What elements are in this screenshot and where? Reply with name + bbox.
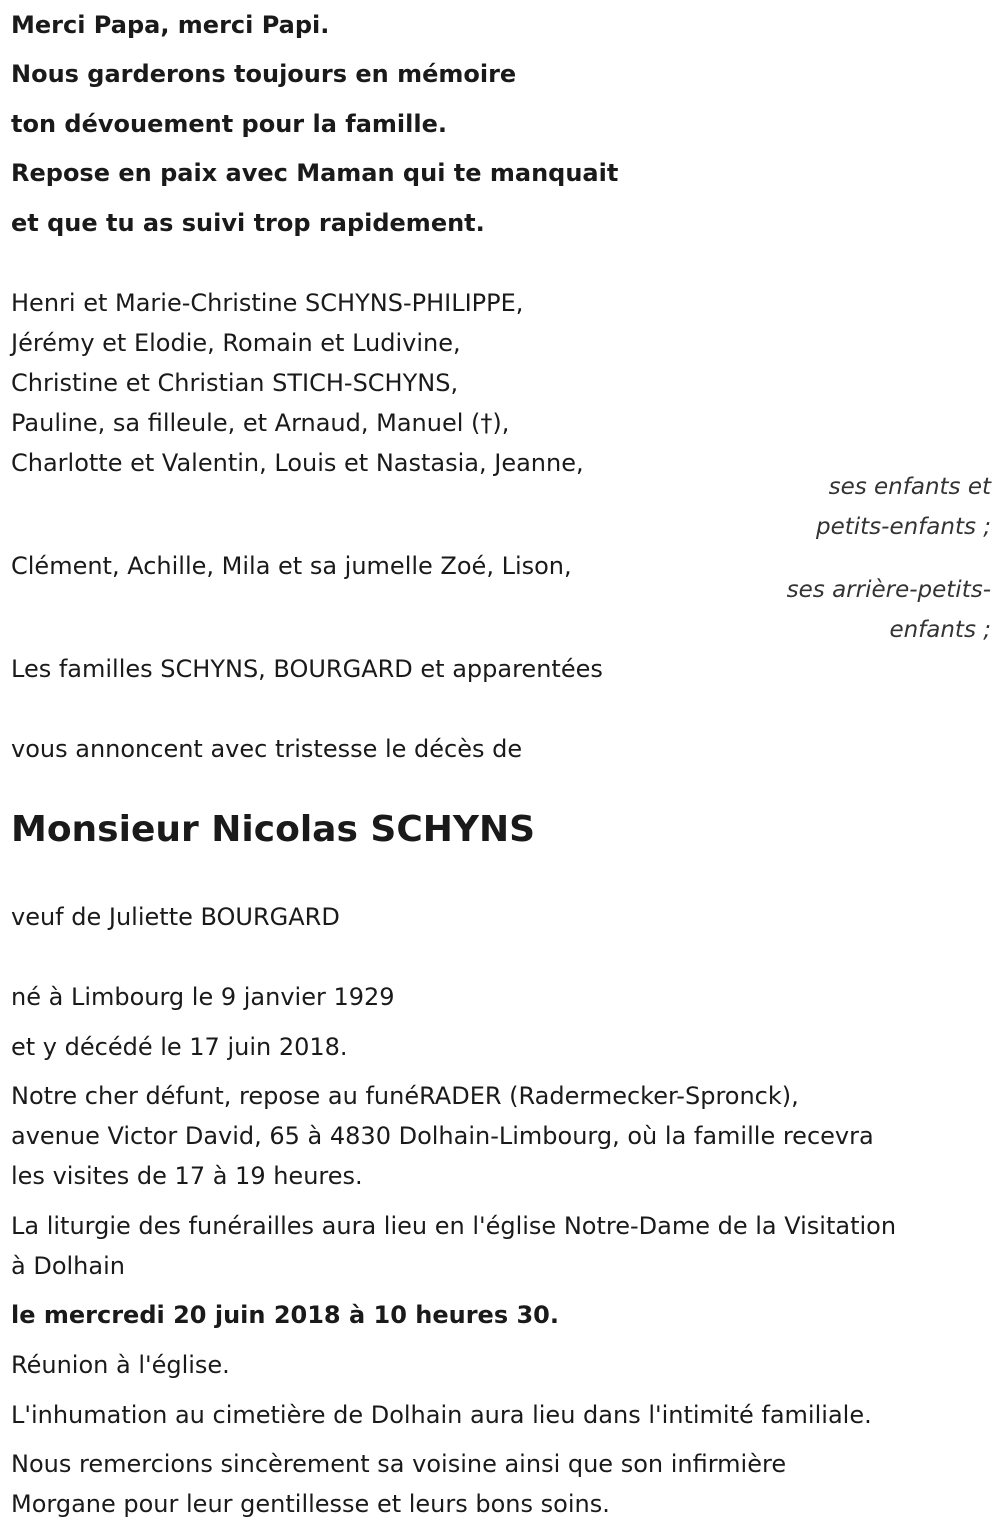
family-line: Jérémy et Elodie, Romain et Ludivine, — [11, 329, 461, 357]
great-grandchildren-role: enfants ; — [889, 617, 991, 643]
rest-line: Notre cher défunt, repose au funéRADER (Radermecker-Spronck), — [11, 1082, 799, 1110]
liturgy-line: La liturgie des funérailles aura lieu en l'église Notre-Dame de la Visitation — [11, 1212, 897, 1240]
rest-line: les visites de 17 à 19 heures. — [11, 1162, 363, 1190]
great-grandchildren: Clément, Achille, Mila et sa jumelle Zoé, Lison, — [11, 552, 572, 580]
death-info: et y décédé le 17 juin 2018. — [11, 1033, 348, 1061]
deceased-name: Monsieur Nicolas SCHYNS — [11, 809, 536, 850]
announcement: vous annoncent avec tristesse le décès de — [11, 735, 523, 763]
family-line: Henri et Marie-Christine SCHYNS-PHILIPPE, — [11, 289, 524, 317]
liturgy-line: à Dolhain — [11, 1252, 125, 1280]
poem-line: Nous garderons toujours en mémoire — [11, 60, 517, 88]
children-role: petits-enfants ; — [815, 514, 991, 540]
birth-info: né à Limbourg le 9 janvier 1929 — [11, 983, 395, 1011]
poem-line: Merci Papa, merci Papi. — [11, 11, 330, 39]
family-line: Pauline, sa filleule, et Arnaud, Manuel (†), — [11, 409, 510, 437]
rest-line: avenue Victor David, 65 à 4830 Dolhain-Limbourg, où la famille recevra — [11, 1122, 874, 1150]
widower-of: veuf de Juliette BOURGARD — [11, 903, 340, 931]
thanks-line: Morgane pour leur gentillesse et leurs bons soins. — [11, 1490, 610, 1518]
meeting-info: Réunion à l'église. — [11, 1351, 230, 1379]
burial-info: L'inhumation au cimetière de Dolhain aura lieu dans l'intimité familiale. — [11, 1401, 872, 1429]
ceremony-date-time: le mercredi 20 juin 2018 à 10 heures 30. — [11, 1301, 559, 1329]
children-role: ses enfants et — [828, 474, 991, 500]
poem-line: ton dévouement pour la famille. — [11, 110, 447, 138]
families-line: Les familles SCHYNS, BOURGARD et apparentées — [11, 655, 603, 683]
great-grandchildren-role: ses arrière-petits- — [786, 577, 991, 603]
poem-line: et que tu as suivi trop rapidement. — [11, 209, 485, 237]
poem-line: Repose en paix avec Maman qui te manquait — [11, 159, 619, 187]
family-line: Christine et Christian STICH-SCHYNS, — [11, 369, 459, 397]
family-line: Charlotte et Valentin, Louis et Nastasia, Jeanne, — [11, 449, 584, 477]
thanks-line: Nous remercions sincèrement sa voisine ainsi que son infirmière — [11, 1450, 787, 1478]
